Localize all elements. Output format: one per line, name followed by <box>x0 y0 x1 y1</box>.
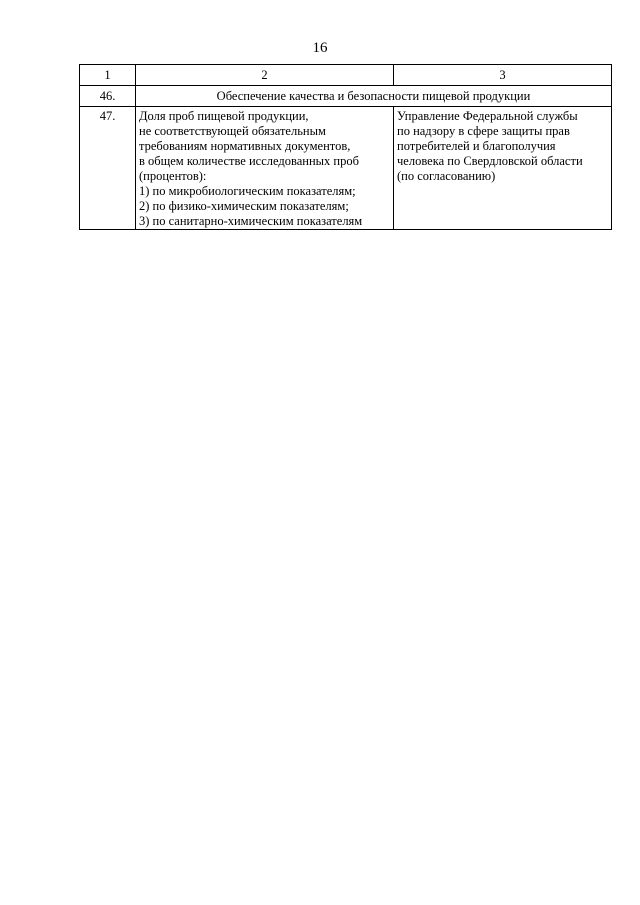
indicator-line: 1) по микробиологическим показателям; <box>139 184 356 198</box>
section-title: Обеспечение качества и безопасности пищевой продукции <box>136 86 612 107</box>
indicator-line: (процентов): <box>139 169 207 183</box>
header-cell-2: 2 <box>136 65 394 86</box>
responsible-line: (по согласованию) <box>397 169 496 183</box>
responsible-line: потребителей и благополучия <box>397 139 556 153</box>
indicator-line: 3) по санитарно-химическим показателям <box>139 214 363 228</box>
indicator-line: 2) по физико-химическим показателям; <box>139 199 349 213</box>
section-row <box>80 86 612 107</box>
responsible-line: Управление Федеральной службы <box>397 109 578 123</box>
table-header-row <box>80 65 612 86</box>
section-number: 46. <box>80 86 136 107</box>
indicator-line: Доля проб пищевой продукции, <box>139 109 309 123</box>
responsible-line: по надзору в сфере защиты прав <box>397 124 570 138</box>
header-cell-3: 3 <box>394 65 612 86</box>
header-cell-1: 1 <box>80 65 136 86</box>
responsible-line: человека по Свердловской области <box>397 154 583 168</box>
indicators-table <box>79 64 612 230</box>
row-number: 47. <box>80 107 136 230</box>
indicator-cell <box>136 107 394 230</box>
page-number: 16 <box>312 40 328 56</box>
indicator-line: требованиям нормативных документов, <box>139 139 351 153</box>
responsible-cell <box>394 107 612 230</box>
indicator-line: в общем количестве исследованных проб <box>139 154 359 168</box>
table-row <box>80 107 612 230</box>
indicator-line: не соответствующей обязательным <box>139 124 326 138</box>
